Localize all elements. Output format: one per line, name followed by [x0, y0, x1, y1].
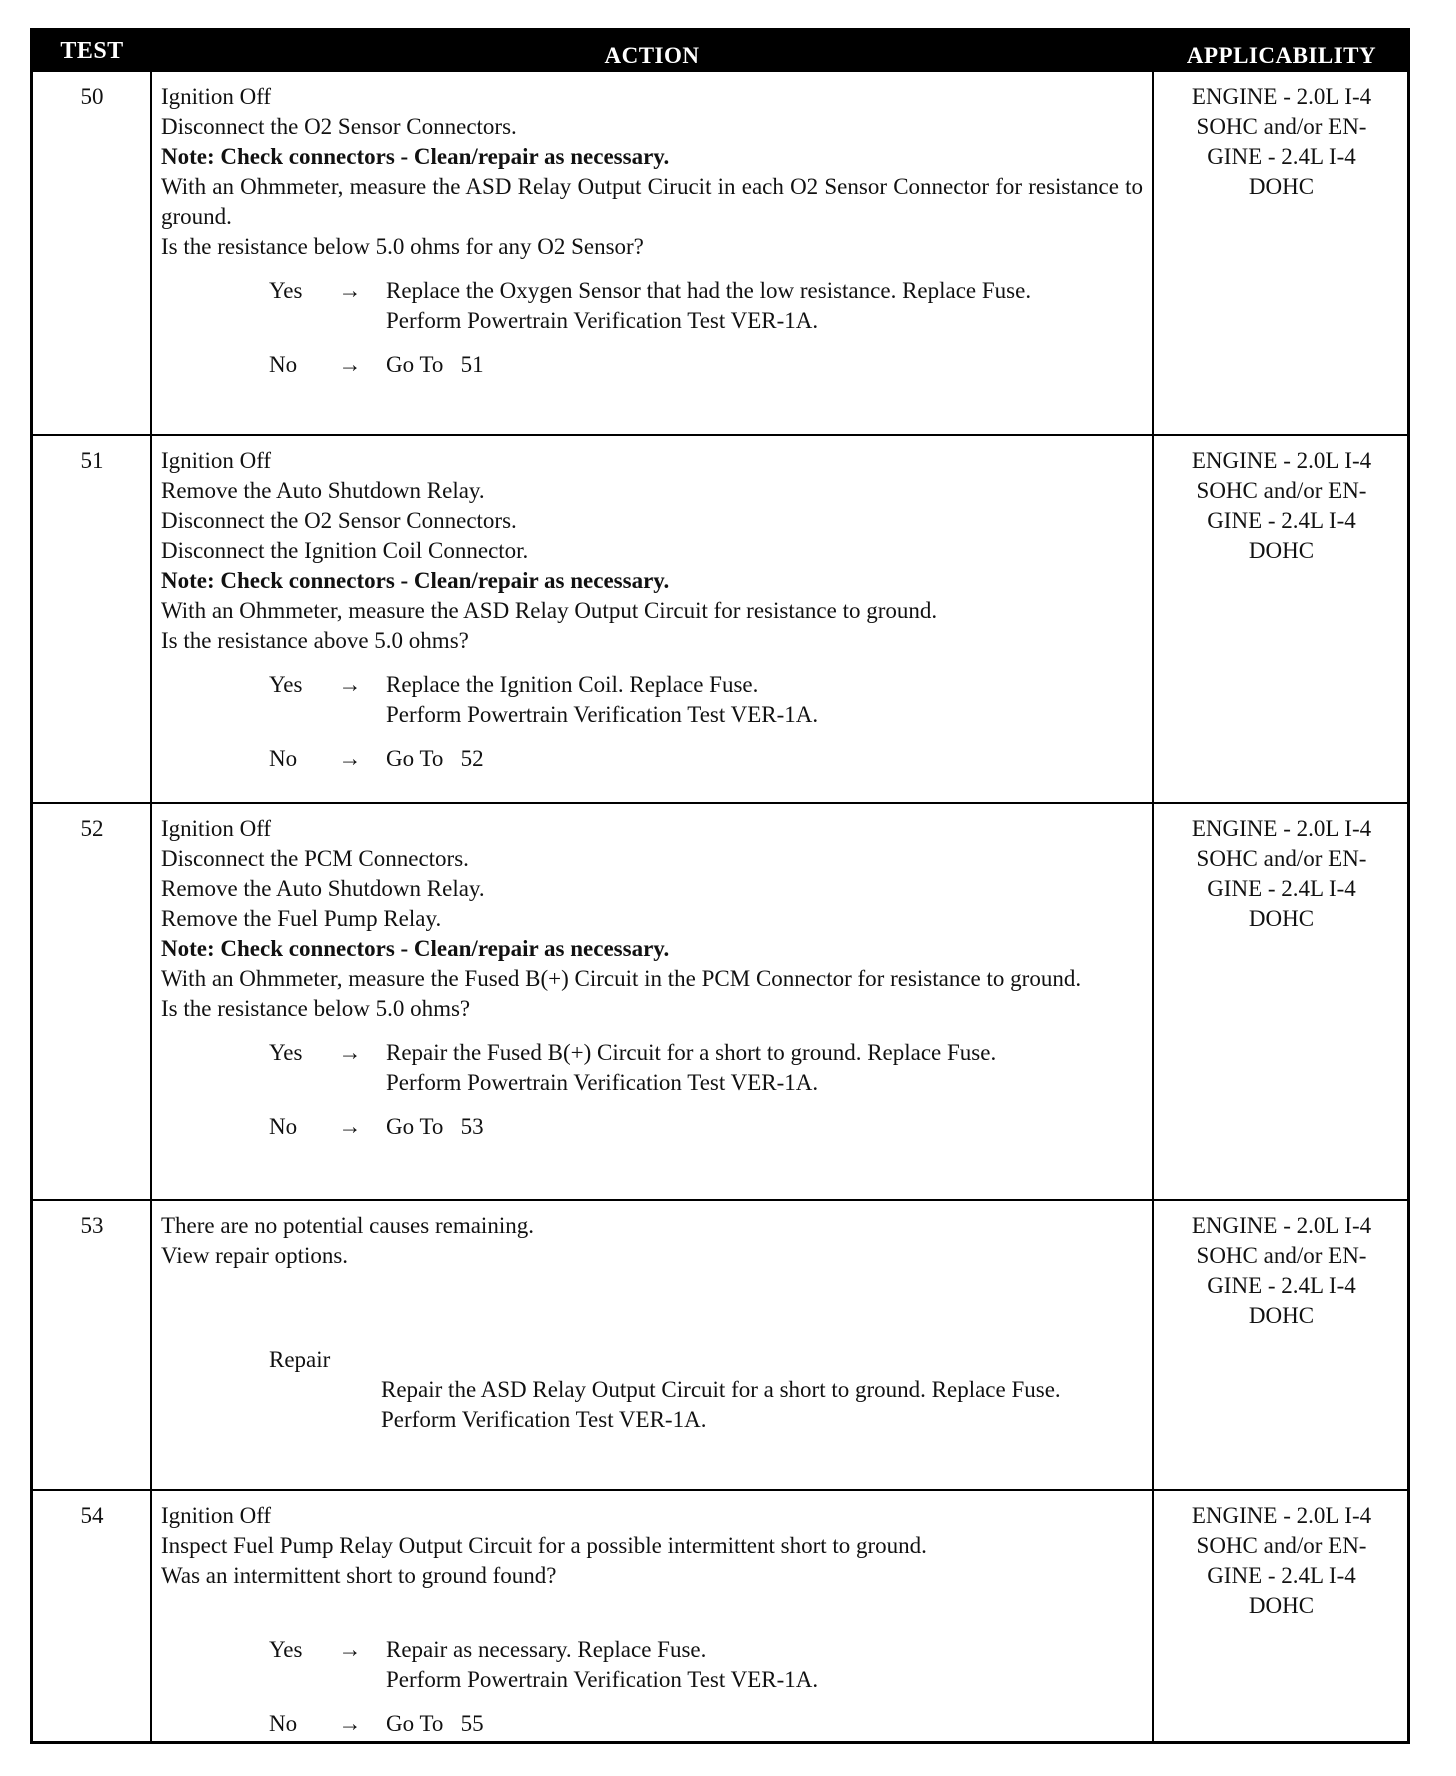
applicability-line: GINE - 2.4L I-4	[1207, 876, 1356, 901]
no-answer	[161, 350, 1143, 380]
test-number: 52	[80, 816, 104, 841]
applicability-line: ENGINE - 2.0L I-4	[1191, 1213, 1372, 1238]
step: Ignition Off	[161, 448, 272, 473]
applicability-line: DOHC	[1248, 1593, 1315, 1618]
test-number: 54	[80, 1503, 104, 1528]
arrow-icon: →	[338, 352, 362, 377]
answer-text: Perform Powertrain Verification Test VER-1A.	[386, 1667, 819, 1692]
step: View repair options.	[161, 1243, 349, 1268]
no-label: No	[269, 1114, 298, 1139]
step: Ignition Off	[161, 1503, 272, 1528]
yes-label: Yes	[269, 672, 303, 697]
applicability-line: DOHC	[1248, 1303, 1315, 1328]
goto-link[interactable]: Go To 51	[386, 352, 484, 377]
table-row	[33, 1491, 1407, 1741]
arrow-icon: →	[338, 1637, 362, 1662]
step: Disconnect the Ignition Coil Connector.	[161, 538, 529, 563]
question: Is the resistance below 5.0 ohms for any O2 Sensor?	[161, 234, 644, 259]
table-row	[33, 72, 1407, 434]
step: Disconnect the O2 Sensor Connectors.	[161, 508, 517, 533]
goto-link[interactable]: Go To 53	[386, 1114, 484, 1139]
applicability-line: ENGINE - 2.0L I-4	[1191, 816, 1372, 841]
repair-label: Repair	[269, 1347, 331, 1372]
applicability-line: GINE - 2.4L I-4	[1207, 144, 1356, 169]
question: Is the resistance below 5.0 ohms?	[161, 996, 471, 1021]
action-cell	[161, 82, 1143, 380]
arrow-icon: →	[338, 672, 362, 697]
answer-text: Replace the Oxygen Sensor that had the low resistance. Replace Fuse.	[386, 278, 1032, 303]
applicability-line: SOHC and/or EN-	[1196, 114, 1367, 139]
test-number: 53	[80, 1213, 104, 1238]
arrow-icon: →	[338, 1040, 362, 1065]
answer-text: Repair as necessary. Replace Fuse.	[386, 1637, 707, 1662]
action-cell	[161, 1211, 1143, 1435]
test-number: 51	[80, 448, 104, 473]
table-row	[33, 804, 1407, 1199]
step: With an Ohmmeter, measure the ASD Relay Output Cirucit in each O2 Sensor Connector for resistance to ground.	[161, 174, 1143, 229]
arrow-icon: →	[338, 746, 362, 771]
arrow-icon: →	[338, 1114, 362, 1139]
step: With an Ohmmeter, measure the Fused B(+) Circuit in the PCM Connector for resistance to ground.	[161, 966, 1082, 991]
step: Ignition Off	[161, 816, 272, 841]
step: Ignition Off	[161, 84, 272, 109]
applicability-line: GINE - 2.4L I-4	[1207, 1563, 1356, 1588]
no-label: No	[269, 352, 298, 377]
table-header	[33, 31, 1407, 72]
yes-label: Yes	[269, 1637, 303, 1662]
yes-answer	[161, 1635, 1143, 1695]
applicability-line: GINE - 2.4L I-4	[1207, 508, 1356, 533]
applicability-cell	[1153, 82, 1410, 202]
yes-answer	[161, 670, 1143, 730]
applicability-line: SOHC and/or EN-	[1196, 846, 1367, 871]
no-answer	[161, 744, 1143, 774]
action-cell	[161, 814, 1143, 1142]
note: Note: Check connectors - Clean/repair as necessary.	[161, 936, 670, 961]
applicability-line: GINE - 2.4L I-4	[1207, 1273, 1356, 1298]
no-label: No	[269, 746, 298, 771]
action-cell	[161, 446, 1143, 774]
goto-link[interactable]: Go To 52	[386, 746, 484, 771]
yes-answer	[161, 1038, 1143, 1098]
applicability-line: ENGINE - 2.0L I-4	[1191, 84, 1372, 109]
question: Was an intermittent short to ground found?	[161, 1563, 557, 1588]
header-action: ACTION	[604, 43, 700, 68]
question: Is the resistance above 5.0 ohms?	[161, 628, 469, 653]
goto-link[interactable]: Go To 55	[386, 1711, 484, 1736]
applicability-line: SOHC and/or EN-	[1196, 478, 1367, 503]
no-answer	[161, 1112, 1143, 1142]
diagnostic-table	[30, 28, 1410, 1744]
test-number: 50	[80, 84, 104, 109]
step: Disconnect the PCM Connectors.	[161, 846, 469, 871]
applicability-line: DOHC	[1248, 174, 1315, 199]
step: Remove the Auto Shutdown Relay.	[161, 478, 485, 503]
answer-text: Perform Powertrain Verification Test VER-1A.	[386, 1070, 819, 1095]
step: Disconnect the O2 Sensor Connectors.	[161, 114, 517, 139]
no-answer	[161, 1709, 1143, 1739]
note: Note: Check connectors - Clean/repair as necessary.	[161, 144, 670, 169]
applicability-cell	[1153, 446, 1410, 566]
applicability-line: SOHC and/or EN-	[1196, 1533, 1367, 1558]
step: Inspect Fuel Pump Relay Output Circuit for a possible intermittent short to ground.	[161, 1533, 927, 1558]
answer-text: Perform Powertrain Verification Test VER-1A.	[386, 702, 819, 727]
action-cell	[161, 1501, 1143, 1739]
applicability-cell	[1153, 1501, 1410, 1621]
step: With an Ohmmeter, measure the ASD Relay Output Circuit for resistance to ground.	[161, 598, 938, 623]
repair-text: Perform Verification Test VER-1A.	[381, 1407, 707, 1432]
answer-text: Replace the Ignition Coil. Replace Fuse.	[386, 672, 759, 697]
yes-answer	[161, 276, 1143, 336]
step: Remove the Auto Shutdown Relay.	[161, 876, 485, 901]
header-applicability: APPLICABILITY	[1186, 43, 1377, 68]
table-row	[33, 1201, 1407, 1489]
yes-label: Yes	[269, 278, 303, 303]
repair-option	[381, 1375, 1143, 1435]
applicability-cell	[1153, 1211, 1410, 1331]
arrow-icon: →	[338, 278, 362, 303]
applicability-line: ENGINE - 2.0L I-4	[1191, 1503, 1372, 1528]
applicability-line: SOHC and/or EN-	[1196, 1243, 1367, 1268]
repair-text: Repair the ASD Relay Output Circuit for a short to ground. Replace Fuse.	[381, 1377, 1061, 1402]
applicability-cell	[1153, 814, 1410, 934]
answer-text: Perform Powertrain Verification Test VER-1A.	[386, 308, 819, 333]
applicability-line: ENGINE - 2.0L I-4	[1191, 448, 1372, 473]
applicability-line: DOHC	[1248, 538, 1315, 563]
header-test: TEST	[60, 38, 124, 64]
table-row	[33, 436, 1407, 802]
answer-text: Repair the Fused B(+) Circuit for a short to ground. Replace Fuse.	[386, 1040, 997, 1065]
yes-label: Yes	[269, 1040, 303, 1065]
no-label: No	[269, 1711, 298, 1736]
note: Note: Check connectors - Clean/repair as necessary.	[161, 568, 670, 593]
step: There are no potential causes remaining.	[161, 1213, 534, 1238]
step: Remove the Fuel Pump Relay.	[161, 906, 442, 931]
arrow-icon: →	[338, 1711, 362, 1736]
applicability-line: DOHC	[1248, 906, 1315, 931]
